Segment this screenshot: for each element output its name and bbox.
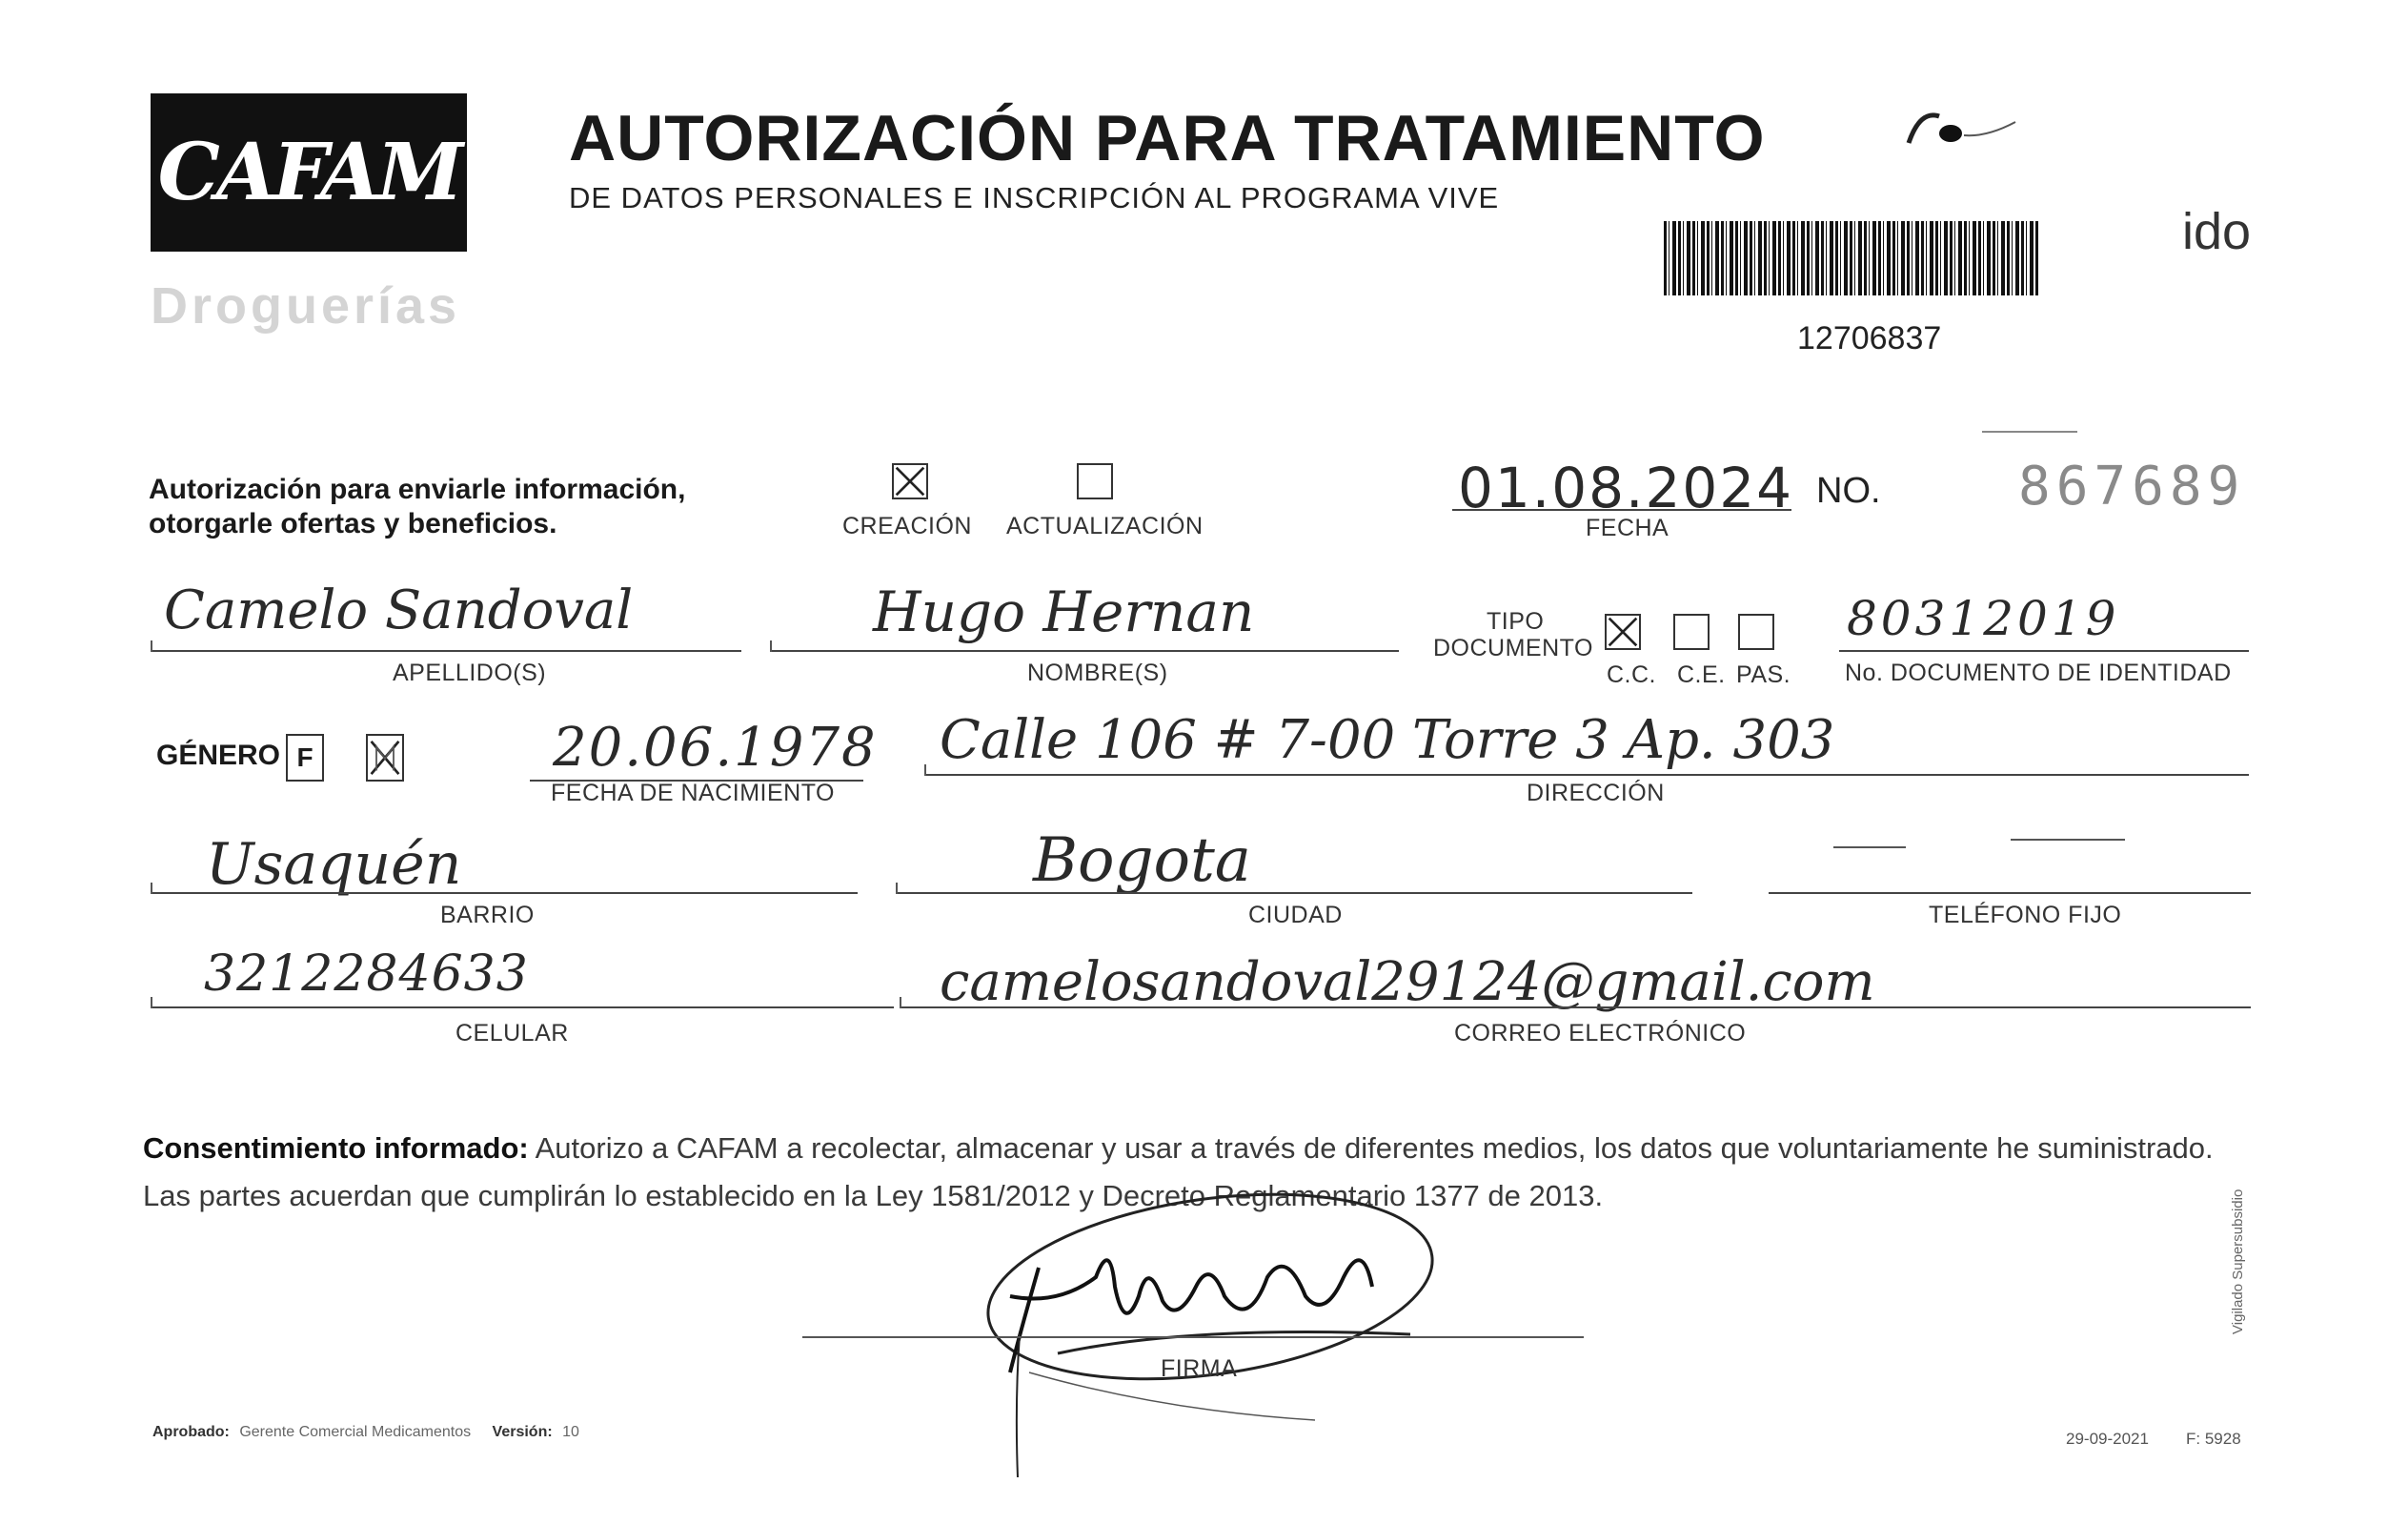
celular-label: CELULAR	[455, 1020, 569, 1046]
aprobado-label: Aprobado:	[152, 1424, 230, 1440]
signature	[972, 1182, 1467, 1487]
consent-line-1	[143, 1125, 2268, 1172]
consent-text-1: Autorizo a CAFAM a recolectar, almacenar y usar a través de diferentes medios, los datos que voluntariamente he suministrado.	[528, 1131, 2214, 1165]
no-value: 867689	[2018, 456, 2246, 518]
tipo-doc-label-2: DOCUMENTO	[1433, 635, 1593, 661]
document-title: AUTORIZACIÓN PARA TRATAMIENTO	[569, 102, 1766, 174]
firma-label: FIRMA	[1161, 1355, 1238, 1382]
correo-value: camelosandoval29124@gmail.com	[940, 951, 1875, 1013]
pas-checkbox[interactable]	[1738, 614, 1774, 650]
date-code: 29-09-2021	[2066, 1430, 2149, 1448]
document-subtitle: DE DATOS PERSONALES E INSCRIPCIÓN AL PROGRAMA VIVE	[569, 181, 1500, 214]
correo-label: CORREO ELECTRÓNICO	[1454, 1020, 1747, 1046]
direccion-value: Calle 106 # 7-00 Torre 3 Ap. 303	[940, 709, 1835, 771]
logo-subtitle: Droguerías	[151, 277, 461, 335]
fecha-label: FECHA	[1586, 515, 1669, 541]
intro-text	[149, 473, 685, 541]
doc-number-value: 80312019	[1847, 591, 2120, 646]
barrio-value: Usaquén	[206, 831, 462, 898]
doc-number-label: No. DOCUMENTO DE IDENTIDAD	[1845, 660, 2232, 686]
form-code: F: 5928	[2186, 1430, 2241, 1448]
side-vertical-text: Vigilado Supersubsidio	[2230, 1189, 2246, 1334]
cc-checkbox[interactable]	[1605, 614, 1641, 650]
side-fragment: ido	[2182, 203, 2252, 260]
nacimiento-value: 20.06.1978	[553, 717, 878, 779]
apellidos-value: Camelo Sandoval	[164, 579, 634, 641]
version-label: Versión:	[492, 1424, 553, 1440]
scribble-mark-icon	[1901, 105, 2025, 152]
logo-text: CAFAM	[157, 127, 460, 218]
nombres-value: Hugo Hernan	[873, 579, 1255, 644]
consent-line-2: Las partes acuerdan que cumplirán lo establecido en la Ley 1581/2012 y Decreto Reglamentario 1377 de 2013.	[143, 1179, 1604, 1212]
genero-f-label: F	[296, 742, 314, 772]
pas-label: PAS.	[1736, 661, 1791, 688]
creacion-label: CREACIÓN	[842, 513, 972, 539]
intro-line-1: Autorización para enviarle información,	[149, 474, 686, 505]
creacion-checkbox[interactable]	[892, 463, 928, 499]
barcode-number: 12706837	[1797, 320, 1942, 356]
actualizacion-label: ACTUALIZACIÓN	[1006, 513, 1204, 539]
cafam-logo	[151, 93, 467, 252]
no-label: NO.	[1816, 471, 1881, 511]
nacimiento-label: FECHA DE NACIMIENTO	[551, 780, 835, 806]
aprobado-footer	[152, 1424, 579, 1441]
consent-title: Consentimiento informado:	[143, 1131, 529, 1165]
barcode	[1664, 221, 2038, 295]
direccion-label: DIRECCIÓN	[1527, 780, 1665, 806]
ciudad-label: CIUDAD	[1248, 902, 1343, 928]
barrio-label: BARRIO	[440, 902, 535, 928]
cc-label: C.C.	[1607, 661, 1656, 688]
genero-f-box[interactable]	[286, 734, 324, 782]
fecha-value: 01.08.2024	[1458, 456, 1794, 520]
ce-checkbox[interactable]	[1673, 614, 1710, 650]
ciudad-value: Bogota	[1033, 825, 1251, 896]
genero-label: GÉNERO	[156, 740, 281, 771]
aprobado-value: Gerente Comercial Medicamentos	[239, 1424, 472, 1440]
version-value: 10	[562, 1424, 579, 1440]
ce-label: C.E.	[1677, 661, 1726, 688]
actualizacion-checkbox[interactable]	[1077, 463, 1113, 499]
telefono-label: TELÉFONO FIJO	[1929, 902, 2122, 928]
apellidos-label: APELLIDO(S)	[393, 660, 547, 686]
celular-value: 3212284633	[204, 945, 529, 1003]
genero-m-box[interactable]	[366, 734, 404, 782]
nombres-label: NOMBRE(S)	[1027, 660, 1168, 686]
tipo-doc-label-1: TIPO	[1487, 608, 1545, 635]
intro-line-2: otorgarle ofertas y beneficios.	[149, 508, 557, 539]
